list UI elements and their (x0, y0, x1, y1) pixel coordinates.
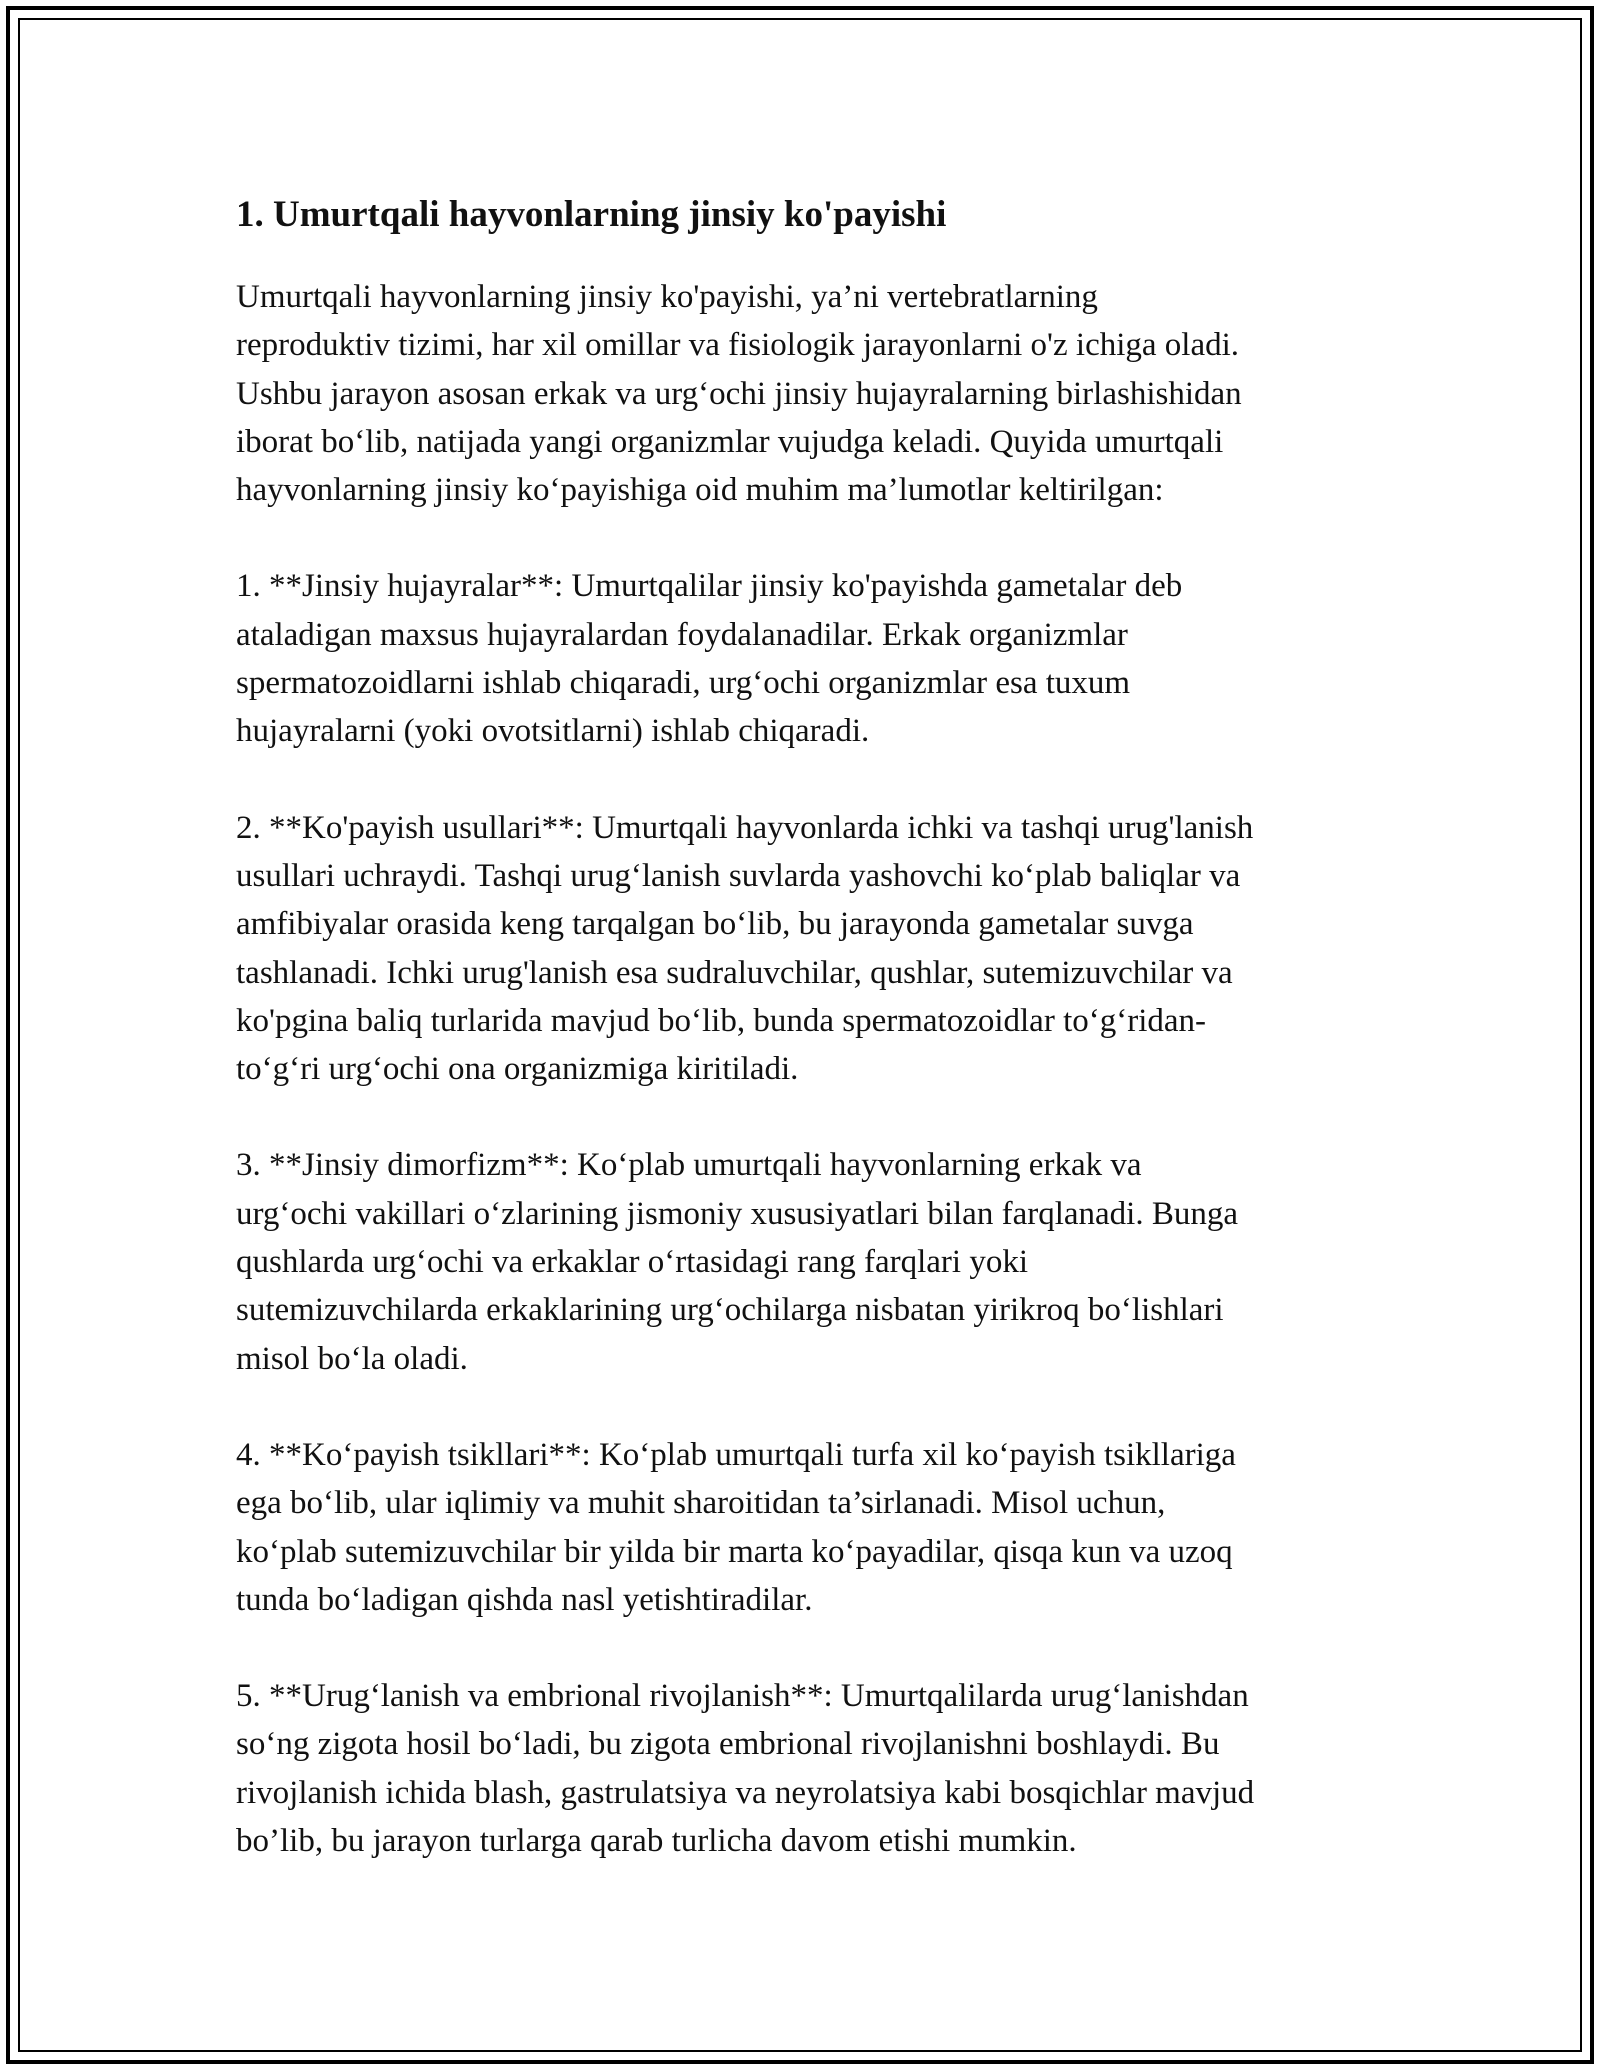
paragraph-jinsiy-dimorfizm: 3. **Jinsiy dimorfizm**: Ko‘plab umurtqali hayvonlarning erkak va urg‘ochi vakillari o‘zlarining jismoniy xususiyatlari bilan farqlanadi. Bunga qushlarda urg‘ochi va erkaklar o‘rtasidagi rang farqlari yoki sutemizuvchilarda erkaklarining urg‘ochilarga nisbatan yirikroq bo‘lishlari misol bo‘la oladi. (236, 1147, 1238, 1377)
document-title: 1. Umurtqali hayvonlarning jinsiy ko'payishi (236, 194, 947, 235)
paragraph-uruglanish: 5. **Urug‘lanish va embrional rivojlanish**: Umurtqalilarda urug‘lanishdan so‘ng zigota hosil bo‘ladi, bu zigota embrional rivojlanishni boshlaydi. Bu rivojlanish ichida blash, gastrulatsiya va neyrolatsiya kabi bosqichlar mavjud bo’lib, bu jarayon turlarga qarab turlicha davom etishi mumkin. (236, 1678, 1255, 1860)
paragraph-kopayish-tsikllari: 4. **Ko‘payish tsikllari**: Ko‘plab umurtqali turfa xil ko‘payish tsikllariga ega bo‘lib, ular iqlimiy va muhit sharoitidan ta’sirlanadi. Misol uchun, ko‘plab sutemizuvchilar bir yilda bir marta ko‘payadilar, qisqa kun va uzoq tunda bo‘ladigan qishda nasl yetishtiradilar. (236, 1436, 1236, 1618)
paragraph-jinsiy-hujayralar: 1. **Jinsiy hujayralar**: Umurtqalilar jinsiy ko'payishda gametalar deb ataladigan maxsus hujayralardan foydalanadilar. Erkak organizmlar spermatozoidlarni ishlab chiqaradi, urg‘ochi organizmlar esa tuxum hujayralarni (yoki ovotsitlarni) ishlab chiqaradi. (236, 568, 1183, 750)
paragraph-kopayish-usullari: 2. **Ko'payish usullari**: Umurtqali hayvonlarda ichki va tashqi urug'lanish usullari uchraydi. Tashqi urug‘lanish suvlarda yashovchi ko‘plab baliqlar va amfibiyalar orasida keng tarqalgan bo‘lib, bu jarayonda gametalar suvga tashlanadi. Ichki urug'lanish esa sudraluvchilar, qushlar, sutemizuvchilar va ko'pgina baliq turlarida mavjud bo‘lib, bunda spermatozoidlar to‘g‘ridan- to‘g‘ri urg‘ochi ona organizmiga kiritiladi. (236, 809, 1254, 1088)
intro-paragraph: Umurtqali hayvonlarning jinsiy ko'payishi, ya’ni vertebratlarning reproduktiv tizimi, har xil omillar va fisiologik jarayonlarni o'z ichiga oladi. Ushbu jarayon asosan erkak va urg‘ochi jinsiy hujayralarning birlashishidan iborat bo‘lib, natijada yangi organizmlar vujudga keladi. Quyida umurtqali hayvonlarning jinsiy ko‘payishiga oid muhim ma’lumotlar keltirilgan: (236, 279, 1242, 509)
document-body (236, 185, 1376, 1913)
